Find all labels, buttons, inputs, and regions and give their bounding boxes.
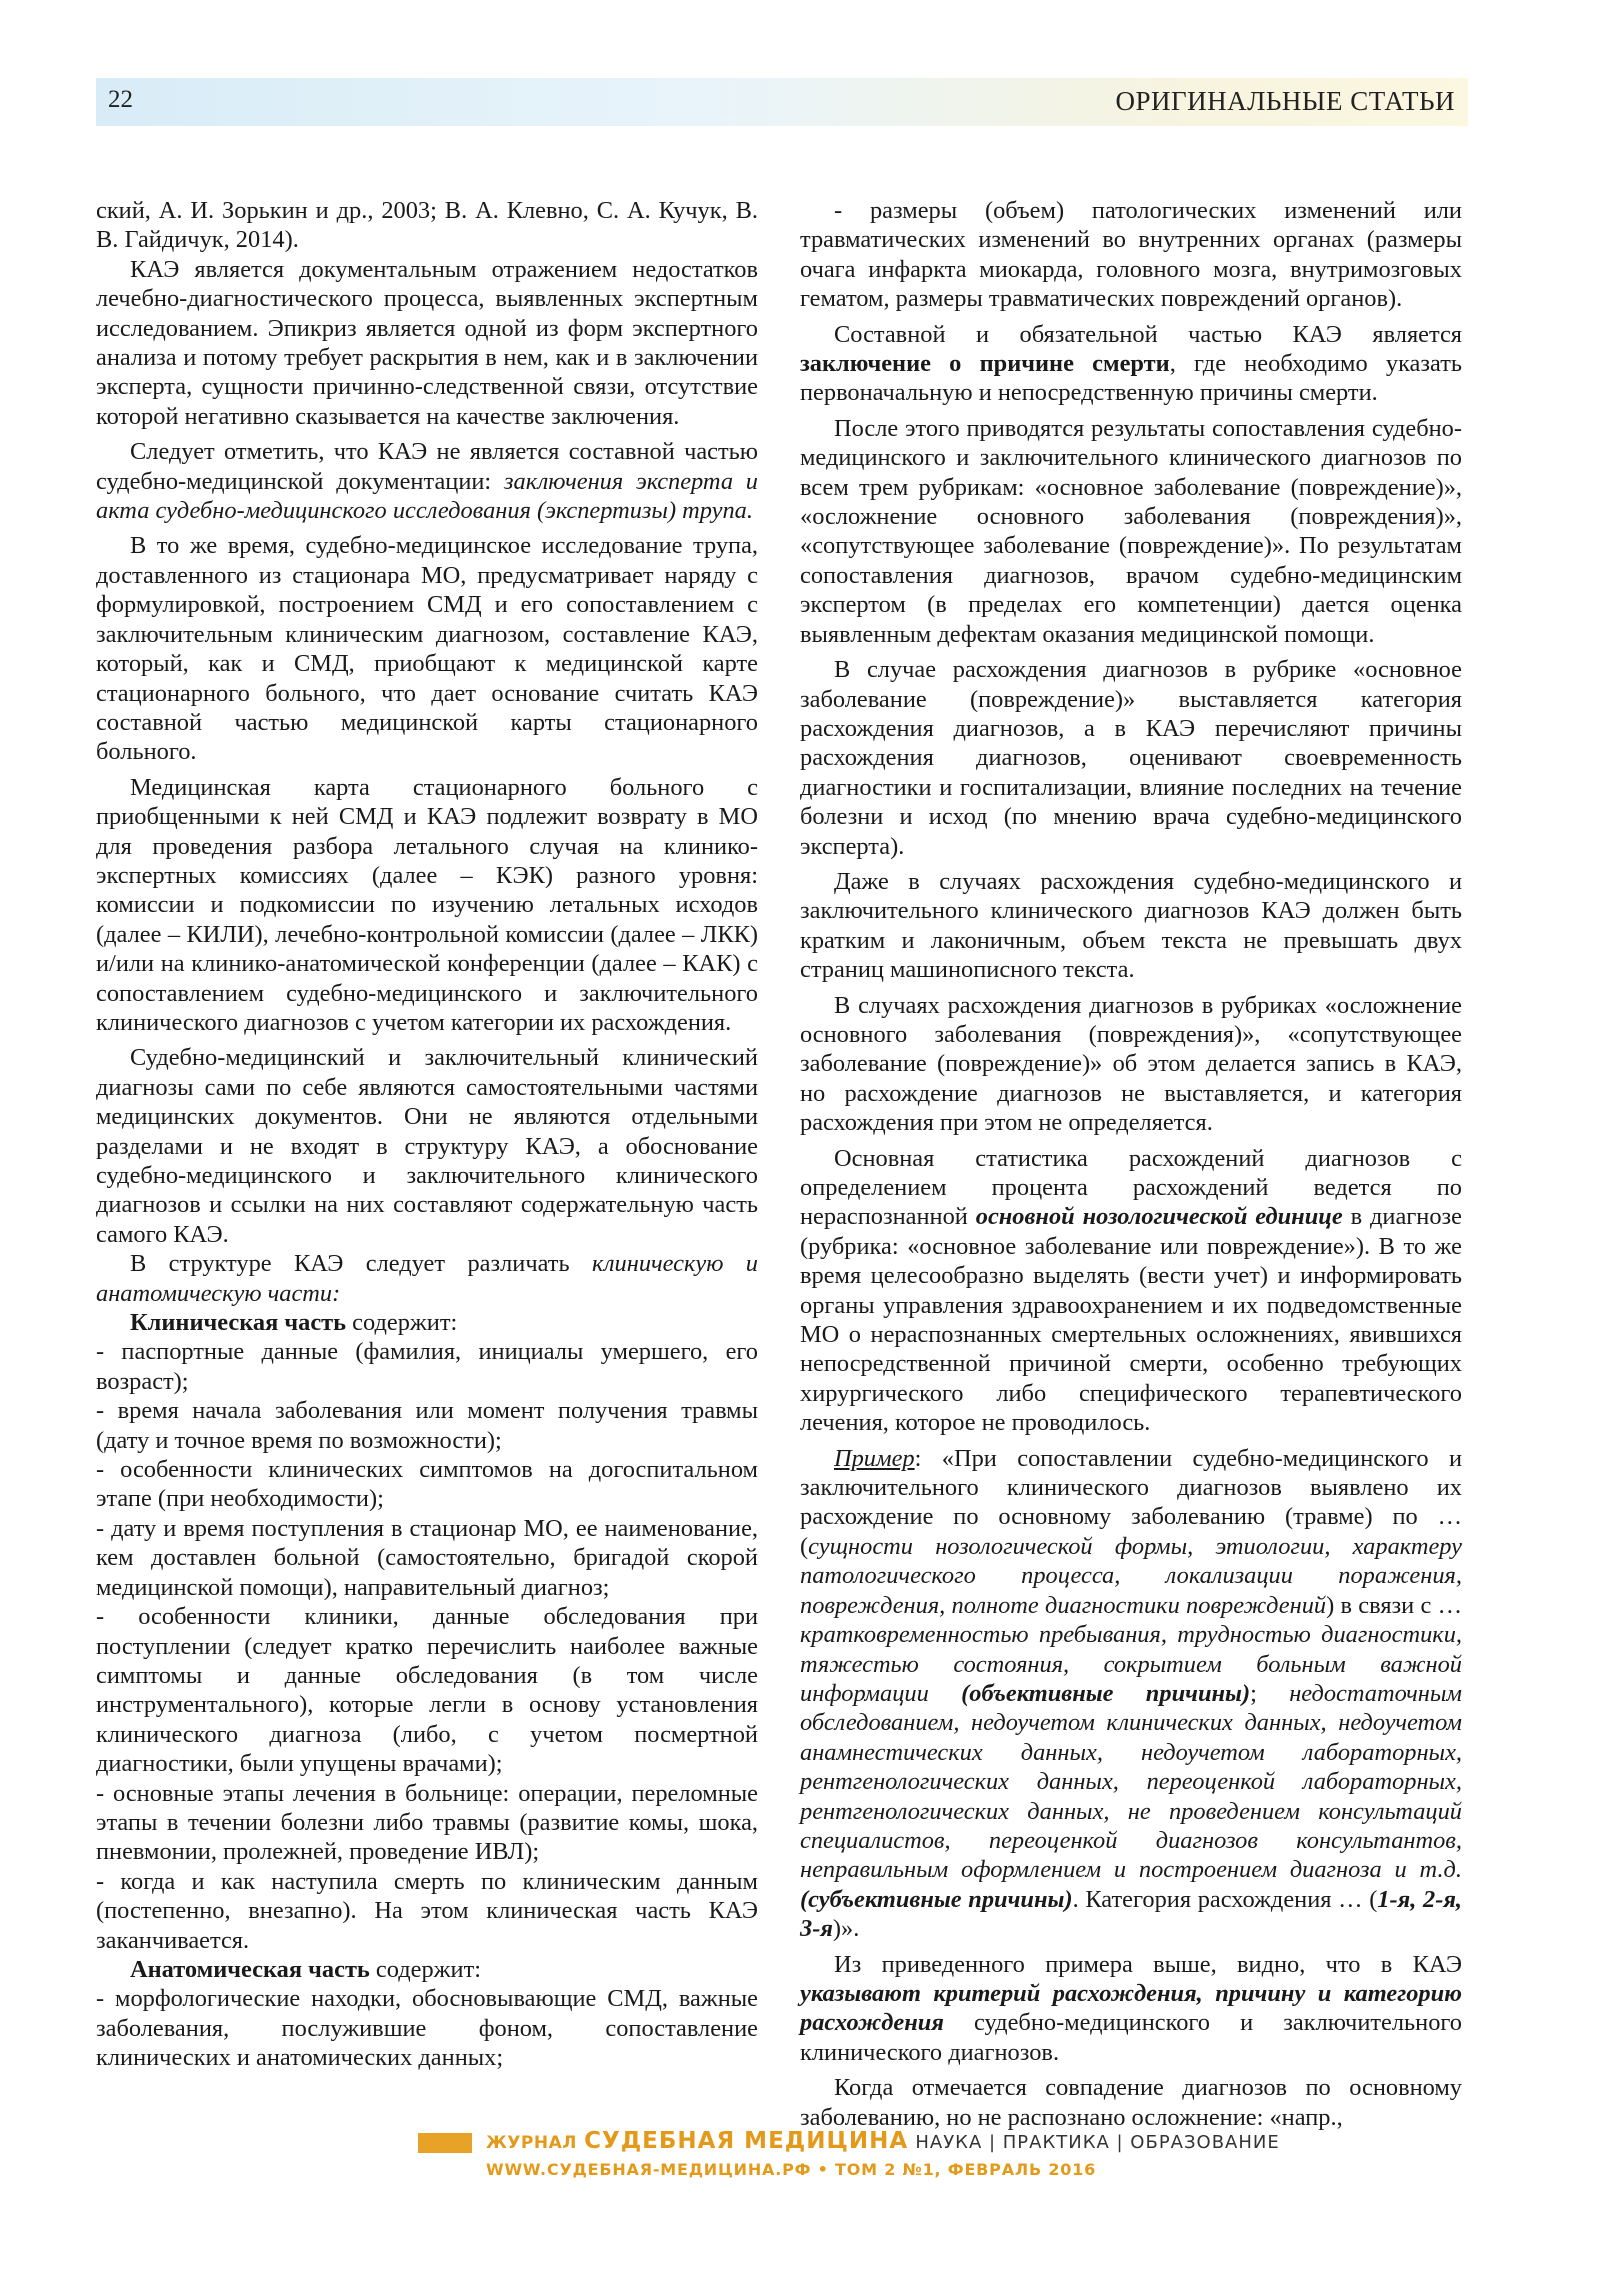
example-paragraph: Пример: «При сопоставлении судебно-медицинского и заключительного клинического диагнозов выявлено их расхождение по основному заболеванию (травме) по … (сущности нозологической формы, этиологии, характеру патологического процесса, локализации поражения, повреждения, полноте диагностики повреждений) в связи с … кратковременностью пребывания, трудностью диагностики, тяжестью состояния, сокрытием больным важной информации (объективные причины); недостаточным обследованием, недоучетом клинических данных, недоучетом анамнестических данных, недоучетом лабораторных, рентгенологических данных, переоценкой лабораторных, рентгенологических данных, не проведением консультаций специалистов, переоценкой диагнозов консультантов, неправильным оформлением и построением диагноза и т.д. (субъективные причины). Категория расхождения … (1-я, 2-я, 3-я)». [800, 1444, 1462, 1943]
footer-journal-line [486, 2128, 1280, 2154]
footer-subtitle: НАУКА | ПРАКТИКА | ОБРАЗОВАНИЕ [915, 2132, 1280, 2153]
right-column [800, 196, 1462, 2132]
paragraph: В случаях расхождения диагнозов в рубриках «осложнение основного заболевания (повреждения)», «сопутствующее заболевание (повреждение)» об этом делается запись в КАЭ, но расхождение диагнозов не выставляется, и категория расхождения при этом не определяется. [800, 991, 1462, 1137]
list-item: - паспортные данные (фамилия, инициалы умершего, его возраст); [96, 1338, 758, 1395]
paragraph: В то же время, судебно-медицинское исследование трупа, доставленного из стационара МО, предусматривает наряду с формулировкой, построением СМД и его сопоставлением с заключительным клиническим диагнозом, составление КАЭ, который, как и СМД, приобщают к медицинской карте стационарного больного, что дает основание считать КАЭ составной частью медицинской карты стационарного больного. [96, 532, 758, 766]
list-item: - особенности клинических симптомов на догоспитальном этапе (при необходимости); [96, 1456, 758, 1513]
list-item: - особенности клиники, данные обследования при поступлении (следует кратко перечислить наиболее важные симптомы и данные обследования (в том числе инструментального), которые легли в основу установления клинического диагноза (либо, с учетом посмертной диагностики, были упущены врачами); [96, 1603, 758, 1778]
paragraph: Составной и обязательной частью КАЭ является заключение о причине смерти, где необходимо указать первоначальную и непосредственную причины смерти. [800, 320, 1462, 407]
paragraph: Когда отмечается совпадение диагнозов по основному заболеванию, но не распознано осложнение: «напр., [800, 2074, 1462, 2131]
anatomical-part-heading: Анатомическая часть содержит: [130, 1955, 482, 1983]
paragraph: Даже в случаях расхождения судебно-медицинского и заключительного клинического диагнозов КАЭ должен быть кратким и лаконичным, объем текста не превышать двух страниц машинописного текста. [800, 867, 1462, 984]
list-item: - время начала заболевания или момент получения травмы (дату и точное время по возможности); [96, 1397, 758, 1454]
page-number: 22 [108, 86, 133, 113]
clinical-part-heading: Клиническая часть содержит: [130, 1309, 458, 1337]
paragraph: В структуре КАЭ следует различать клиническую и анатомическую части: [96, 1250, 759, 1307]
footer-journal-title: СУДЕБНАЯ МЕДИЦИНА [584, 2128, 909, 2154]
paragraph: После этого приводятся результаты сопоставления судебно-медицинского и заключительного клинического диагнозов по всем трем рубрикам: «основное заболевание (повреждение)», «осложнение основного заболевания (повреждения)», «сопутствующее заболевание (повреждение)». По результатам сопоставления диагнозов, врачом судебно-медицинским экспертом (в пределах его компетенции) дается оценка выявленным дефектам оказания медицинской помощи. [800, 414, 1462, 648]
list-item: - когда и как наступила смерть по клиническим данным (постепенно, внезапно). На этом клиническая часть КАЭ заканчивается. [96, 1867, 758, 1954]
list-item: - размеры (объем) патологических изменений или травматических изменений во внутренних органах (размеры очага инфаркта миокарда, головного мозга, внутримозговых гематом, размеры травматических повреждений органов). [800, 197, 1462, 313]
paragraph: В случае расхождения диагнозов в рубрике «основное заболевание (повреждение)» выставляется категория расхождения диагнозов, а в КАЭ перечисляют причины расхождения диагнозов, оценивают своевременность диагностики и госпитализации, влияние последних на течение болезни и исход (по мнению врача судебно-медицинского эксперта). [800, 656, 1462, 860]
list-item: - дату и время поступления в стационар МО, ее наименование, кем доставлен больной (самостоятельно, бригадой скорой медицинской помощи), направительный диагноз; [96, 1514, 758, 1601]
footer-journal-word: ЖУРНАЛ [486, 2133, 577, 2153]
paragraph: Судебно-медицинский и заключительный клинический диагнозы сами по себе являются самостоятельными частями медицинских документов. Они не являются отдельными разделами и не входят в структуру КАЭ, а обоснование судебно-медицинского и заключительного клинического диагнозов и ссылки на них составляют содержательную часть самого КАЭ. [96, 1044, 758, 1248]
paragraph: Медицинская карта стационарного больного с приобщенными к ней СМД и КАЭ подлежит возврату в МО для проведения разбора летального случая на клинико-экспертных комиссиях (далее – КЭК) разного уровня: комиссии и подкомиссии по изучению летальных исходов (далее – КИЛИ), лечебно-контрольной комиссии (далее – ЛКК) и/или на клинико-анатомической конференции (далее – КАК) с сопоставлением судебно-медицинского и заключительного клинического диагнозов с учетом категории их расхождения. [96, 773, 758, 1036]
left-column [96, 196, 758, 2073]
section-title: ОРИГИНАЛЬНЫЕ СТАТЬИ [1115, 86, 1455, 116]
list-item: - основные этапы лечения в больнице: операции, переломные этапы в течении болезни либо травмы (развитие комы, шока, пневмонии, пролежней, проведение ИВЛ); [96, 1779, 758, 1866]
paragraph: Из приведенного примера выше, видно, что в КАЭ указывают критерий расхождения, причину и категорию расхождения судебно-медицинского и заключительного клинического диагнозов. [800, 1950, 1462, 2066]
paragraph: КАЭ является документальным отражением недостатков лечебно-диагностического процесса, выявленных экспертным исследованием. Эпикриз является одной из форм экспертного анализа и потому требует раскрытия в нем, как и в заключении эксперта, сущности причинно-следственной связи, отсутствие которой негативно сказывается на качестве заключения. [96, 255, 758, 430]
paragraph: Следует отметить, что КАЭ не является составной частью судебно-медицинской документации: заключения эксперта и акта судебно-медицинского исследования (экспертизы) трупа. [96, 438, 758, 525]
footer-issue-line: WWW.СУДЕБНАЯ-МЕДИЦИНА.РФ • ТОМ 2 №1, ФЕВРАЛЬ 2016 [486, 2160, 1097, 2179]
footer-accent-square [418, 2133, 472, 2153]
paragraph: Основная статистика расхождений диагнозов с определением процента расхождений ведется по нераспознанной основной нозологической единице в диагнозе (рубрика: «основное заболевание или повреждение»). В то же время целесообразно выделять (вести учет) и информировать органы управления здравоохранением и их подведомственные МО о нераспознанных смертельных осложнениях, явившихся непосредственной причиной смерти, особенно требующих хирургического либо специфического терапевтического лечения, которое не проводилось. [800, 1144, 1462, 1437]
list-item: - морфологические находки, обосновывающие СМД, важные заболевания, послужившие фоном, сопоставление клинических и анатомических данных; [96, 1985, 758, 2072]
paragraph: ский, А. И. Зорькин и др., 2003; В. А. Клевно, С. А. Кучук, В. В. Гайдичук, 2014). [96, 197, 758, 254]
